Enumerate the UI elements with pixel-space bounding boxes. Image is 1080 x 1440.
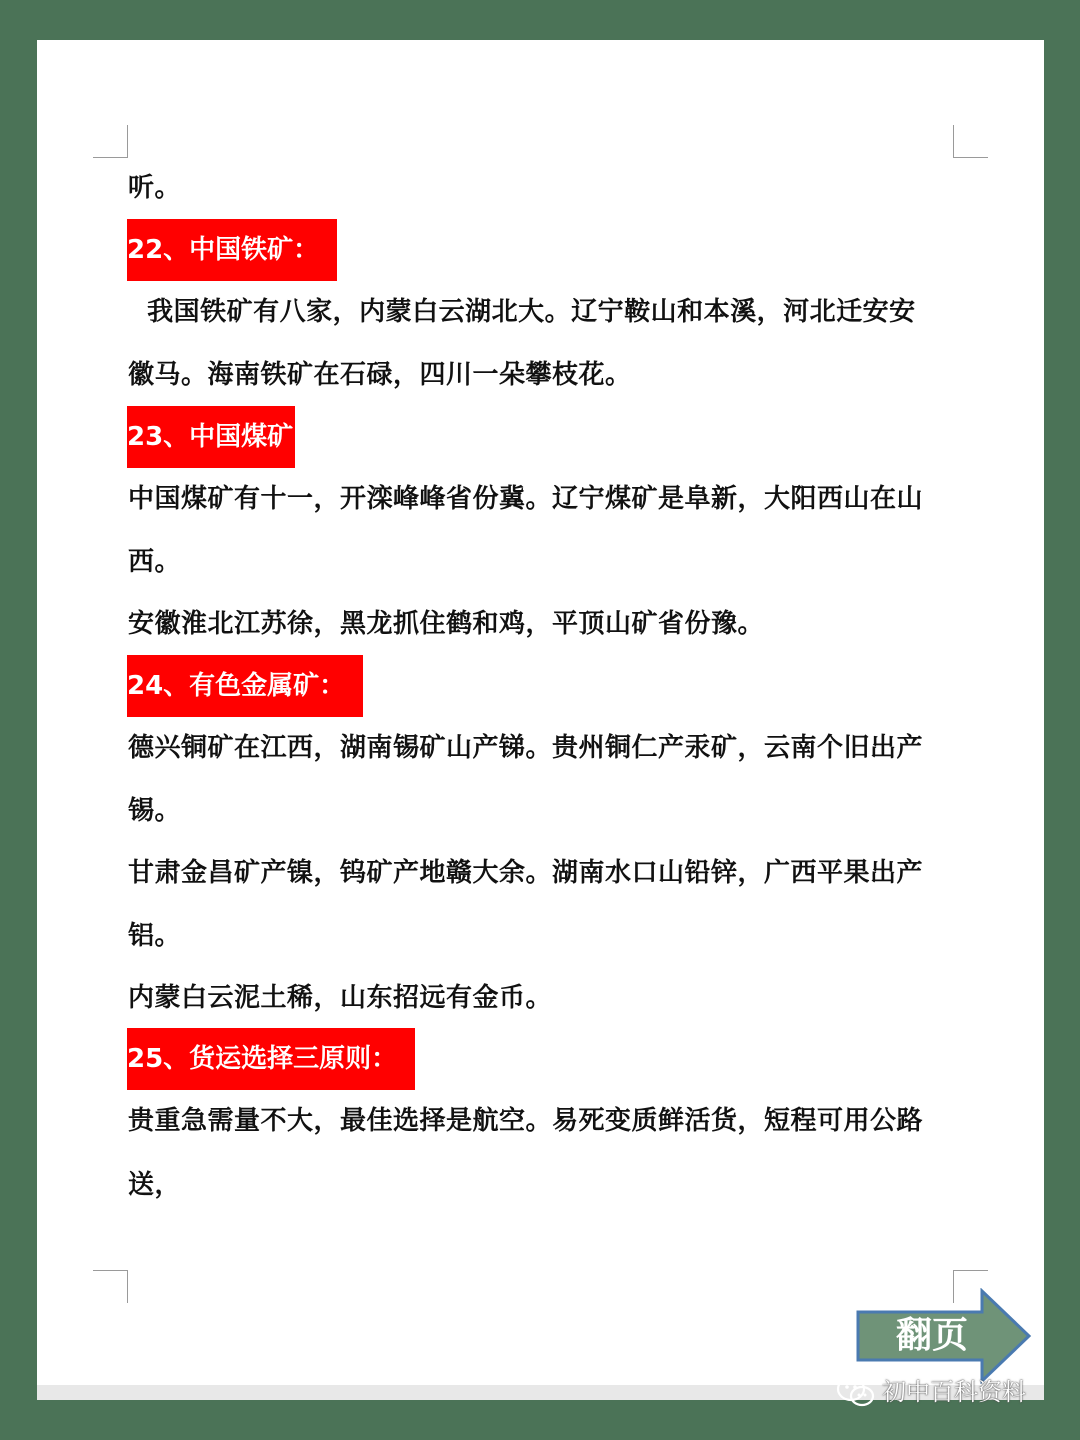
watermark-text: 初中百科资料 (882, 1378, 1026, 1406)
wechat-icon (836, 1375, 876, 1409)
section-heading-coal: 23、中国煤矿 (127, 406, 295, 468)
paragraph-line: 甘肃金昌矿产镍，钨矿产地赣大余。湖南水口山铅锌，广西平果出产 (128, 858, 924, 888)
next-page-button[interactable]: 翻页 (895, 1315, 968, 1356)
paragraph-line: 徽马。海南铁矿在石碌，四川一朵攀枝花。 (128, 360, 632, 390)
paragraph-line: 德兴铜矿在江西，湖南锡矿山产锑。贵州铜仁产汞矿，云南个旧出产 (128, 733, 924, 763)
section-heading-freight: 25、货运选择三原则： (127, 1028, 415, 1090)
continuation-text: 听。 (128, 173, 182, 203)
paragraph-line: 西。 (128, 547, 182, 577)
paragraph-line: 贵重急需量不大，最佳选择是航空。易死变质鲜活货，短程可用公路 (128, 1106, 924, 1136)
paragraph-line: 我国铁矿有八家，内蒙白云湖北大。辽宁鞍山和本溪，河北迁安安 (128, 297, 916, 327)
paragraph-line: 安徽淮北江苏徐，黑龙抓住鹤和鸡，平顶山矿省份豫。 (128, 609, 765, 639)
paragraph-line: 中国煤矿有十一，开滦峰峰省份冀。辽宁煤矿是阜新，大阳西山在山 (128, 484, 924, 514)
section-heading-nonferrous: 24、有色金属矿： (127, 655, 363, 717)
paragraph-line: 铝。 (128, 921, 182, 951)
margin-corner-bottom-left (93, 1270, 128, 1303)
section-heading-iron: 22、中国铁矿： (127, 219, 337, 281)
watermark (836, 1372, 1026, 1412)
margin-corner-top-left (93, 125, 128, 158)
margin-corner-top-right (953, 125, 988, 158)
paragraph-line: 锡。 (128, 796, 182, 826)
paragraph-line: 送， (128, 1170, 182, 1200)
paragraph-line: 内蒙白云泥土稀，山东招远有金币。 (128, 983, 553, 1013)
